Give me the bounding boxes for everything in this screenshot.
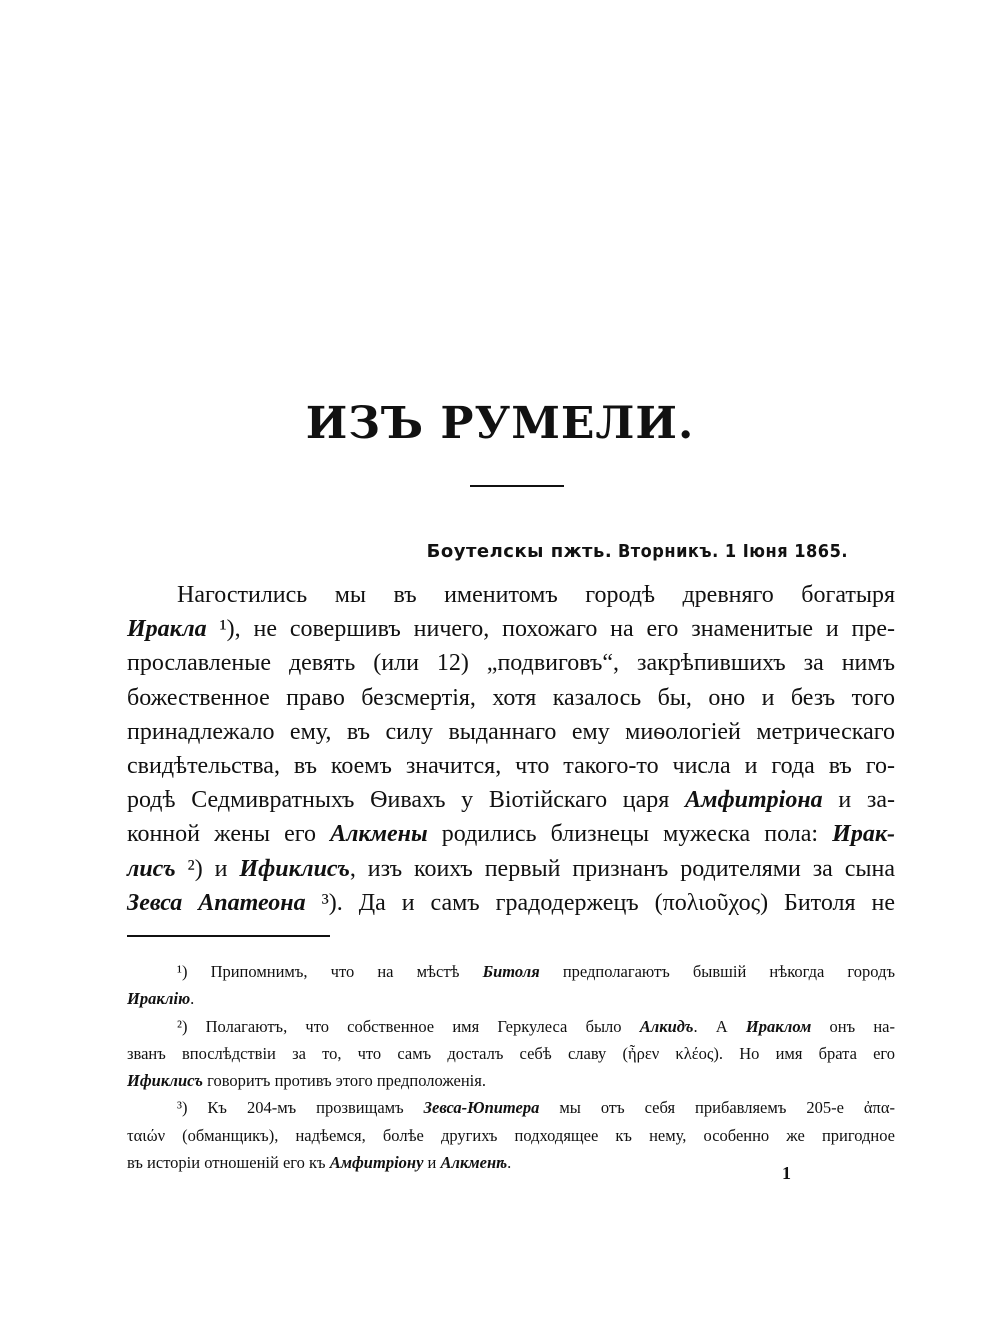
emphasized-name: Амфитріона <box>685 787 823 814</box>
emphasized-name: лисъ <box>127 855 176 882</box>
emphasized-name: Иракла <box>127 616 207 643</box>
dateline-place: Боутелскы пжть. <box>426 541 613 562</box>
chapter-title: ИЗЪ РУМЕЛИ. <box>305 398 695 449</box>
footnote-line: ¹) Припомнимъ, что на мѣстѣ Битоля предполагаютъ бывшій нѣкогда городъ <box>177 962 895 981</box>
emphasized-name: Ификлисъ <box>239 855 350 882</box>
body-line: Зевса Апатеона ³). Да и самъ градодержецъ (πολιοῦχος) Битоля не <box>127 889 895 916</box>
body-line: лисъ ²) и Ификлисъ, изъ коихъ первый признанъ родителями за сына <box>127 855 896 882</box>
body-line: родѣ Седмивратныхъ Ѳивахъ у Віотійскаго царя Амфитріона и за- <box>127 787 895 814</box>
emphasized-name: Ирак- <box>832 821 895 848</box>
footnote-line: ³) Къ 204-мъ прозвищамъ Зевса-Юпитера мы отъ себя прибавляемъ 205-е ἀπα- <box>177 1098 896 1118</box>
emphasized-name: Алкменѣ <box>440 1153 508 1173</box>
footnote-separator <box>127 935 330 937</box>
footnotes <box>127 958 895 1176</box>
emphasized-name: Ираклію <box>127 989 191 1009</box>
footnote-line: ταιών (обманщикъ), надѣемся, болѣе другихъ подходящее къ нему, особенно же пригодное <box>127 1125 895 1145</box>
page-number: 1 <box>782 1163 791 1183</box>
emphasized-name: Алкмены <box>330 821 428 848</box>
body-line: принадлежало ему, въ силу выданнаго ему миѳологіей метрическаго <box>127 718 895 745</box>
dateline <box>427 538 848 563</box>
footnote-line: ²) Полагаютъ, что собственное имя Геркулеса было Алкидъ. А Ираклом онъ на- <box>177 1016 895 1036</box>
emphasized-name: Алкидъ <box>639 1016 694 1036</box>
emphasized-name: Ификлисъ <box>127 1071 203 1091</box>
title-rule <box>470 485 564 487</box>
body-line: божественное право безсмертія, хотя казалось бы, оно и безъ того <box>127 684 895 711</box>
emphasized-name: Битоля <box>482 962 540 981</box>
footnote-line: званъ впослѣдствіи за то, что самъ досталъ себѣ славу (ἦρεν κλέος). Но имя брата его <box>127 1043 895 1063</box>
body-line: Иракла ¹), не совершивъ ничего, похожаго на его знаменитые и пре- <box>127 616 895 643</box>
footnote-line: Ираклію. <box>127 989 195 1009</box>
emphasized-name: Зевса Апатеона <box>127 889 306 916</box>
body-line: прославленые девять (или 12) „подвиговъ“, закрѣпившихъ за нимъ <box>127 650 895 677</box>
emphasized-name: Зевса-Юпитера <box>423 1098 540 1118</box>
body-line: Нагостились мы въ именитомъ городѣ древняго богатыря <box>177 582 895 608</box>
dateline-date: Вторникъ. 1 Іюня 1865. <box>617 541 848 562</box>
main-text <box>127 578 895 920</box>
footnote-line: въ исторіи отношеній его къ Амфитріону и Алкменѣ. <box>127 1153 512 1173</box>
body-line: конной жены его Алкмены родились близнецы мужеска пола: Ирак- <box>127 821 895 848</box>
emphasized-name: Ираклом <box>745 1016 812 1036</box>
emphasized-name: Амфитріону <box>329 1153 424 1173</box>
body-line: свидѣтельства, въ коемъ значится, что такого-то числа и года въ го- <box>127 752 895 779</box>
footnote-line: Ификлисъ говоритъ противъ этого предположенія. <box>127 1071 486 1091</box>
